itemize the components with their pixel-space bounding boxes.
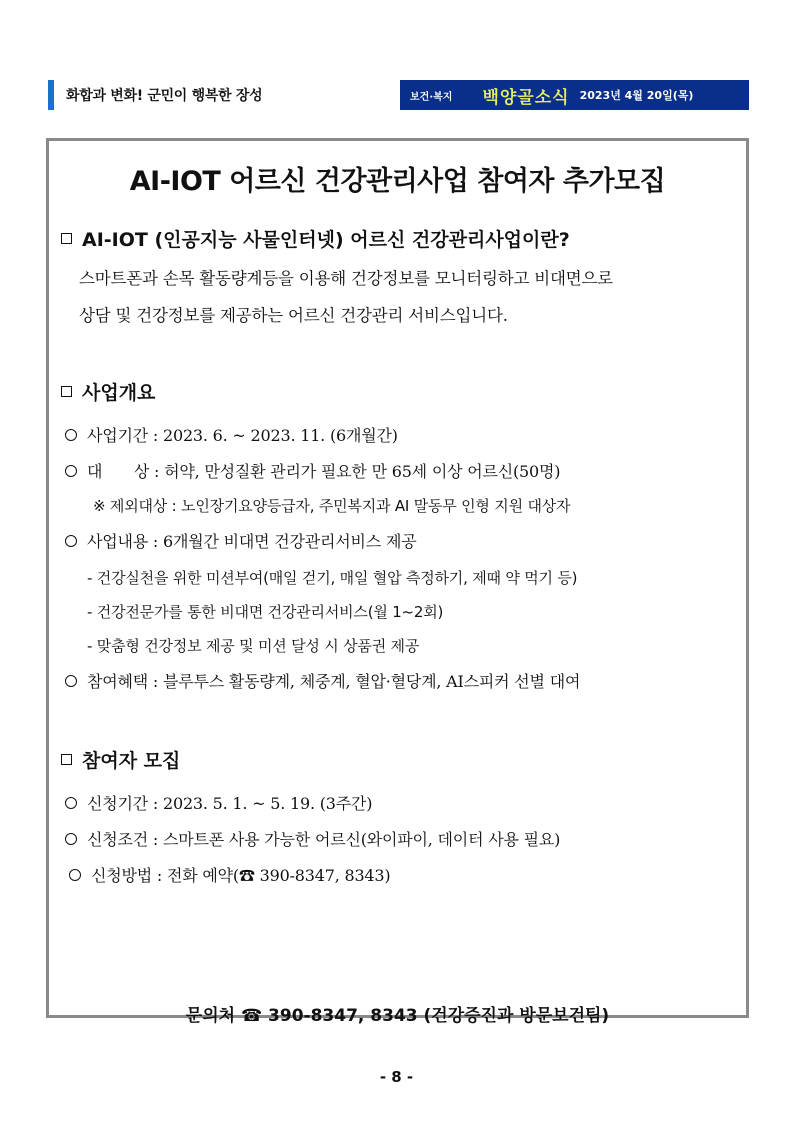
header-accent-bar	[48, 80, 54, 110]
intro-heading	[61, 225, 570, 252]
intro-heading-text: AI-IOT (인공지능 사물인터넷) 어르신 건강관리사업이란?	[82, 229, 570, 251]
circle-bullet-icon	[65, 535, 77, 547]
square-bullet-icon	[61, 233, 72, 244]
page-number: - 8 -	[379, 1068, 414, 1086]
recruit-method	[69, 863, 390, 886]
header-slogan: 화합과 변화! 군민이 행복한 장성	[66, 88, 263, 104]
overview-exclusion: ※ 제외대상 : 노인장기요양등급자, 주민복지과 AI 말동무 인형 지원 대상자	[93, 497, 571, 515]
circle-bullet-icon	[65, 465, 77, 477]
recruit-method-text: 신청방법 : 전화 예약(☎ 390-8347, 8343)	[91, 866, 391, 885]
recruit-period	[65, 791, 372, 814]
intro-line-2: 상담 및 건강정보를 제공하는 어르신 건강관리 서비스입니다.	[79, 306, 508, 325]
overview-content	[65, 529, 416, 552]
header-left	[48, 80, 262, 110]
article-box	[46, 138, 749, 1026]
overview-period-text: 사업기간 : 2023. 6. ~ 2023. 11. (6개월간)	[87, 426, 398, 445]
overview-target	[65, 459, 560, 482]
contact-line: 문의처 ☎ 390-8347, 8343 (건강증진과 방문보건팀)	[185, 1006, 610, 1026]
overview-benefit-text: 참여혜택 : 블루투스 활동량계, 체중계, 혈압·혈당계, AI스피커 선별 대여	[87, 672, 581, 691]
content-item-2: - 건강전문가를 통한 비대면 건강관리서비스(월 1~2회)	[87, 603, 444, 621]
recruit-period-text: 신청기간 : 2023. 5. 1. ~ 5. 19. (3주간)	[87, 794, 373, 813]
article-title: AI-IOT 어르신 건강관리사업 참여자 추가모집	[129, 166, 666, 197]
issue-date: 2023년 4월 20일(목)	[579, 89, 694, 102]
content-item-1: - 건강실천을 위한 미션부여(매일 걷기, 매일 혈압 측정하기, 제때 약 먹기 등)	[87, 569, 578, 587]
recruit-condition-text: 신청조건 : 스마트폰 사용 가능한 어르신(와이파이, 데이터 사용 필요)	[87, 830, 561, 849]
intro-line-1: 스마트폰과 손목 활동량계등을 이용해 건강정보를 모니터링하고 비대면으로	[79, 269, 613, 288]
overview-content-text: 사업내용 : 6개월간 비대면 건강관리서비스 제공	[87, 532, 417, 551]
overview-target-text: 대 상 : 허약, 만성질환 관리가 필요한 만 65세 이상 어르신(50명)	[87, 462, 561, 481]
overview-benefit	[65, 669, 580, 692]
recruit-heading	[61, 746, 180, 773]
circle-bullet-icon	[65, 429, 77, 441]
content-item-3: - 맞춤형 건강정보 제공 및 미션 달성 시 상품권 제공	[87, 637, 420, 655]
header-banner	[400, 80, 749, 110]
circle-bullet-icon	[65, 675, 77, 687]
section-label: 보건·복지	[410, 91, 453, 103]
square-bullet-icon	[61, 754, 72, 765]
circle-bullet-icon	[69, 869, 81, 881]
overview-period	[65, 423, 398, 446]
overview-heading	[61, 378, 155, 405]
recruit-heading-text: 참여자 모집	[82, 750, 181, 772]
square-bullet-icon	[61, 386, 72, 397]
recruit-condition	[65, 827, 560, 850]
circle-bullet-icon	[65, 833, 77, 845]
overview-heading-text: 사업개요	[82, 382, 156, 404]
circle-bullet-icon	[65, 797, 77, 809]
newsletter-name: 백양골소식	[482, 87, 570, 108]
